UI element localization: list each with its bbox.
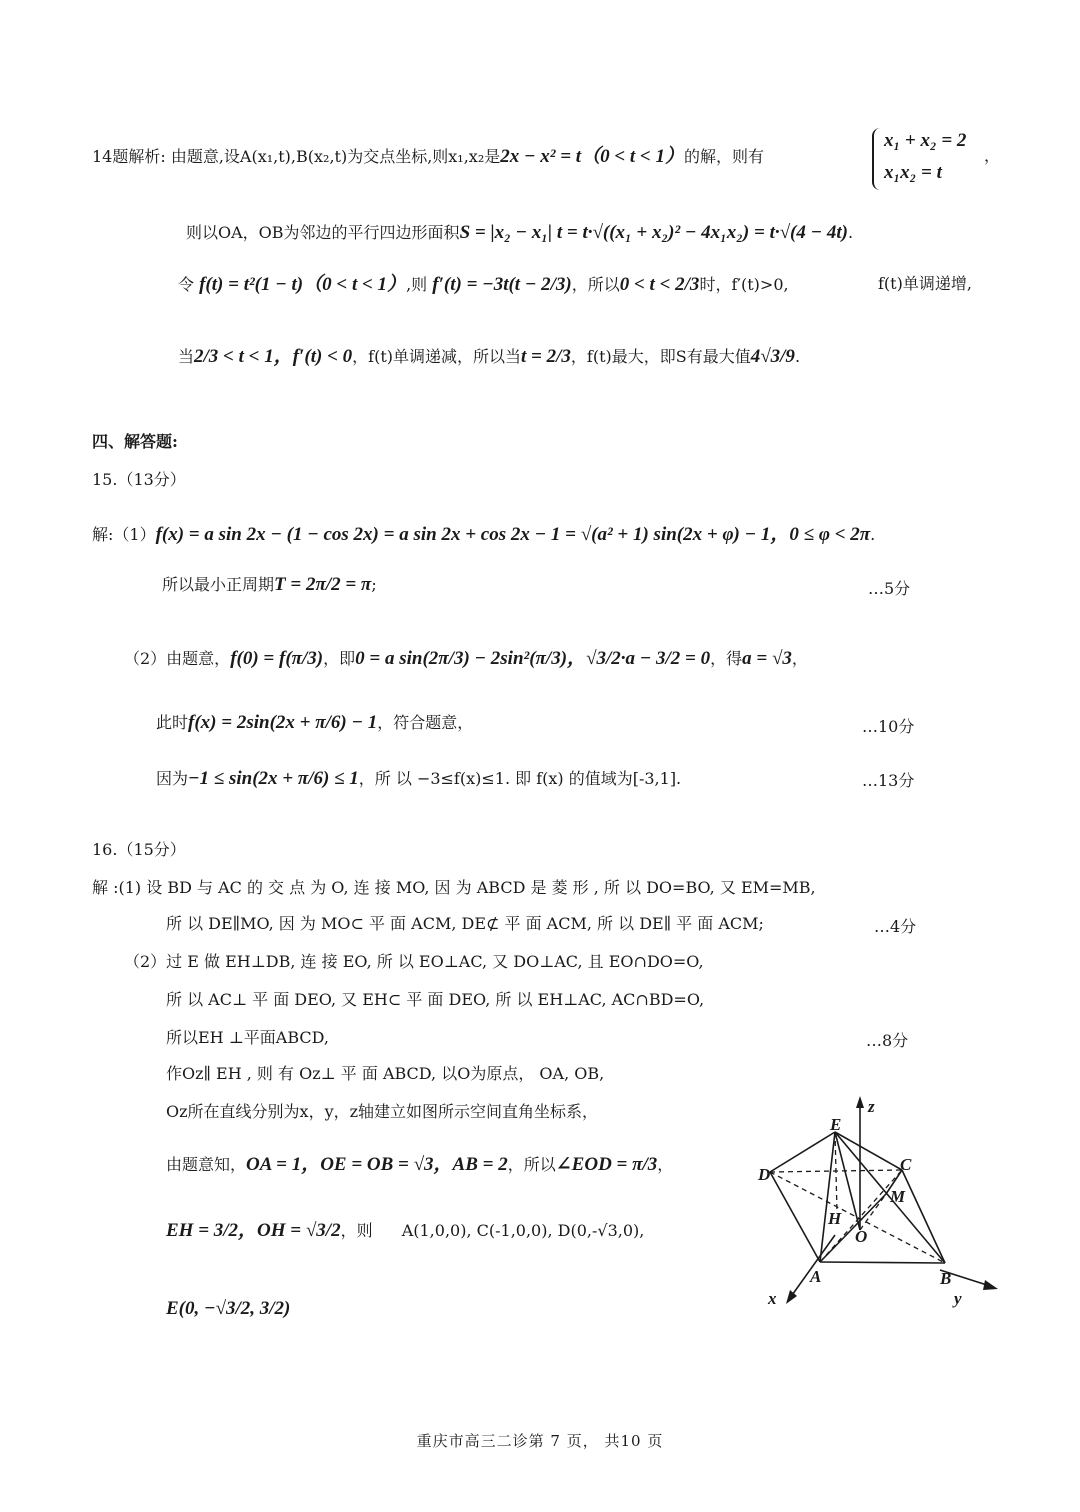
p14-f-def: f(t) = t²(1 − t)（0 < t < 1） xyxy=(199,274,407,295)
p16-line-9: EH = 3/2，OH = √3/2，则 A(1,0,0), C(-1,0,0), D(0,-√3,0), xyxy=(166,1220,645,1241)
p16-coordinates: A(1,0,0), C(-1,0,0), D(0,-√3,0), xyxy=(401,1221,645,1240)
p16-line-7: Oz所在直线分别为x，y，z轴建立如图所示空间直角坐标系， xyxy=(166,1102,599,1121)
p15-f-final: f(x) = 2sin(2x + π/6) − 1 xyxy=(188,712,378,733)
label-H: H xyxy=(828,1209,842,1228)
edge-EC xyxy=(835,1132,902,1170)
p15-score-5: …5分 xyxy=(868,579,911,598)
p15-line-3: （2）由题意，f(0) = f(π/3)，即0 = a sin(2π/3) − 2sin²(π/3)，√3/2·a − 3/2 = 0，得a = √3， xyxy=(124,648,808,669)
p16-angle: ∠EOD = π/3 xyxy=(555,1154,658,1175)
p16-lengths: OA = 1，OE = OB = √3，AB = 2 xyxy=(246,1154,508,1175)
p14-area-formula: S = |x₂ − x₁| t = t·√((x₁ + x₂)² − 4x₁x₂) = t·√(4 − 4t) xyxy=(459,222,848,243)
p16-e-coord: E(0, −√3/2, 3/2) xyxy=(166,1298,291,1319)
label-x: x xyxy=(768,1289,777,1308)
p15-condition: f(0) = f(π/3) xyxy=(230,648,324,669)
p16-line-10 xyxy=(166,1298,290,1321)
p14-equation: 2x − x² = t（0 < t < 1） xyxy=(500,146,684,167)
label-O: O xyxy=(855,1227,868,1246)
p16-line-5: 所以EH ⊥平面ABCD, xyxy=(166,1028,329,1047)
edge-EA xyxy=(820,1132,835,1262)
edge-EH xyxy=(835,1132,837,1212)
p15-line-4: 此时f(x) = 2sin(2x + π/6) − 1，符合题意， xyxy=(156,712,474,733)
p16-line-6: 作Oz∥ EH , 则 有 Oz⊥ 平 面 ABCD, 以O为原点， OA, OB, xyxy=(166,1064,605,1083)
p15-equation: 0 = a sin(2π/3) − 2sin²(π/3)，√3/2·a − 3/2 = 0 xyxy=(355,648,711,669)
x-arrowhead xyxy=(786,1290,797,1304)
p14-system-eq1: x₁ + x₂ = 2 xyxy=(884,130,967,151)
page-footer: 重庆市高三二诊第 7 页， 共10 页 xyxy=(416,1432,664,1450)
p16-line-2: 所 以 DE∥MO, 因 为 MO⊂ 平 面 ACM, DE⊄ 平 面 ACM, 所 以 DE∥ 平 面 ACM; xyxy=(166,914,764,933)
p14-system xyxy=(872,128,967,190)
p14-system-eq2: x₁x₂ = t xyxy=(884,162,942,183)
p15-heading: 15.（13分） xyxy=(92,470,186,489)
p14-line-3: 令 f(t) = t²(1 − t)（0 < t < 1）,则 f′(t) = −3t(t − 2/3)，所以0 < t < 2/3时，f′(t)>0, xyxy=(178,274,789,295)
section-heading: 四、解答题: xyxy=(92,432,178,451)
p16-line-1: 解 :(1) 设 BD 与 AC 的 交 点 为 O, 连 接 MO, 因 为 ABCD 是 菱 形 , 所 以 DO=BO, 又 EM=MB, xyxy=(92,878,816,897)
p15-line-5: 因为−1 ≤ sin(2x + π/6) ≤ 1，所 以 −3≤f(x)≤1. 即 f(x) 的值域为[-3,1]. xyxy=(156,768,682,789)
p14-interval: 0 < t < 2/3 xyxy=(619,274,700,295)
edge-AB xyxy=(820,1262,945,1263)
label-z: z xyxy=(868,1097,875,1116)
z-arrowhead xyxy=(856,1096,864,1108)
p15-score-13: …13分 xyxy=(862,771,915,790)
p15-score-10: …10分 xyxy=(862,717,915,736)
p16-line-4: 所 以 AC⊥ 平 面 DEO, 又 EH⊂ 平 面 DEO, 所 以 EH⊥AC, AC∩BD=O, xyxy=(166,990,705,1009)
label-A: A xyxy=(810,1267,822,1286)
edge-CB xyxy=(902,1170,945,1263)
label-C: C xyxy=(900,1155,912,1174)
p16-score-4: …4分 xyxy=(874,917,917,936)
label-E: E xyxy=(830,1115,842,1134)
p14-decreasing-cond: 2/3 < t < 1，f′(t) < 0 xyxy=(194,346,353,367)
p15-f-expansion: f(x) = a sin 2x − (1 − cos 2x) = a sin 2x + cos 2x − 1 = √(a² + 1) sin(2x + φ) − 1，0 ≤ φ < 2π xyxy=(155,524,871,545)
p16-eh-oh: EH = 3/2，OH = √3/2 xyxy=(166,1220,341,1241)
geometry-figure xyxy=(740,1090,1040,1320)
p16-heading: 16.（15分） xyxy=(92,840,186,859)
p16-line-8: 由题意知，OA = 1，OE = OB = √3，AB = 2，所以∠EOD = π/3， xyxy=(166,1154,674,1175)
edge-ED xyxy=(770,1132,835,1172)
p15-line-2: 所以最小正周期T = 2π/2 = π; xyxy=(162,574,377,595)
p14-line-2: 则以OA，OB为邻边的平行四边形面积S = |x₂ − x₁| t = t·√((x₁ + x₂)² − 4x₁x₂) = t·√(4 − 4t). xyxy=(186,222,854,243)
p14-increasing: f(t)单调递增, xyxy=(878,274,972,293)
p15-line-1: 解:（1）f(x) = a sin 2x − (1 − cos 2x) = a sin 2x + cos 2x − 1 = √(a² + 1) sin(2x + φ) − 1，0 ≤ φ < 2π. xyxy=(92,524,876,545)
label-M: M xyxy=(890,1187,906,1206)
p14-t-max: t = 2/3 xyxy=(521,346,571,367)
p16-score-8: …8分 xyxy=(866,1031,909,1050)
p14-line-1: 14题解析: 由题意,设A(x₁,t),B(x₂,t)为交点坐标,则x₁,x₂是2x − x² = t（0 < t < 1）的解，则有 xyxy=(92,146,765,167)
label-y: y xyxy=(954,1289,962,1308)
p14-line-1-end: ， xyxy=(984,146,1001,165)
p15-a-value: a = √3 xyxy=(742,648,792,669)
label-B: B xyxy=(940,1269,952,1288)
p14-f-deriv: f′(t) = −3t(t − 2/3) xyxy=(432,274,572,295)
p15-sin-range: −1 ≤ sin(2x + π/6) ≤ 1 xyxy=(188,768,359,789)
y-arrowhead xyxy=(983,1280,998,1290)
p14-max-value: 4√3/9 xyxy=(750,346,795,367)
p16-line-3: （2）过 E 做 EH⊥DB, 连 接 EO, 所 以 EO⊥AC, 又 DO⊥AC, 且 EO∩DO=O, xyxy=(124,952,704,971)
p15-period: T = 2π/2 = π xyxy=(274,574,372,595)
label-D: D xyxy=(758,1165,771,1184)
p14-line-4: 当2/3 < t < 1，f′(t) < 0，f(t)单调递减，所以当t = 2/3，f(t)最大，即S有最大值4√3/9. xyxy=(178,346,801,367)
